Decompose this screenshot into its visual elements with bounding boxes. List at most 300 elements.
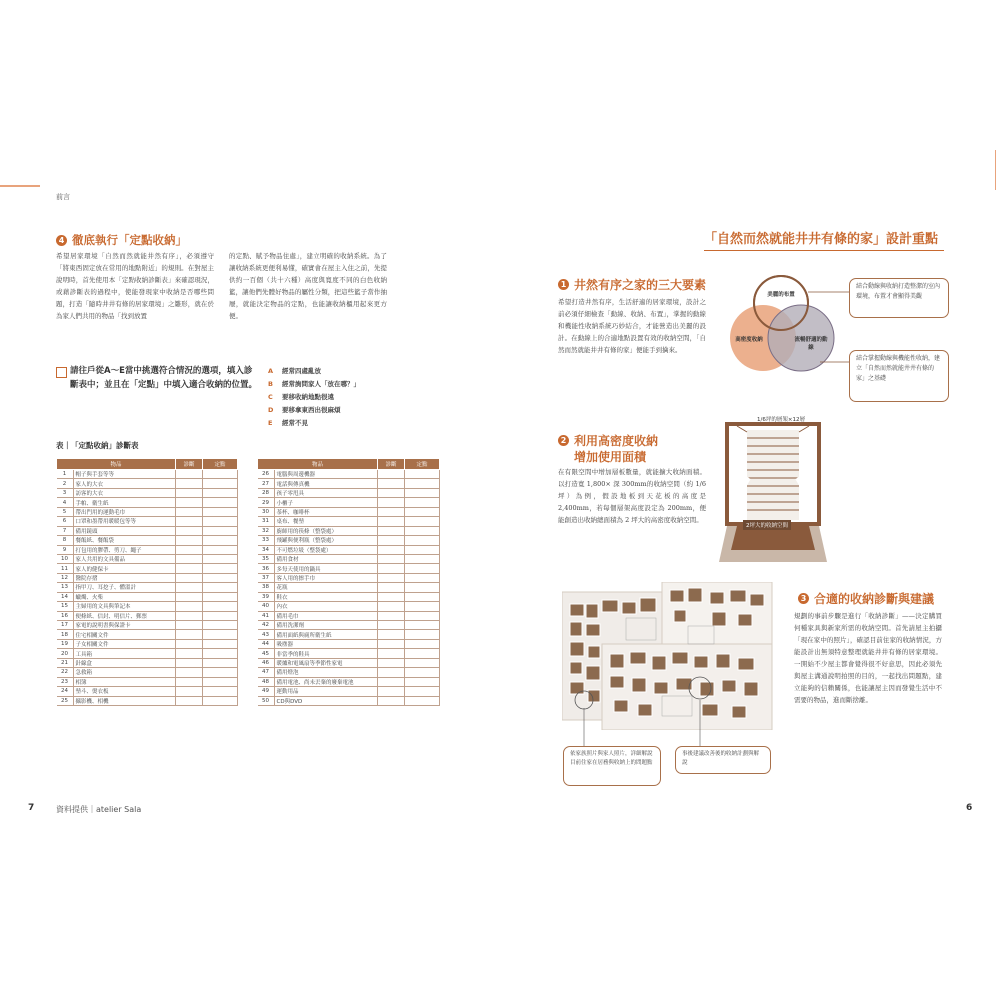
row-number: 38 [258,583,275,592]
row-number: 21 [57,658,74,667]
diagnosis-cell[interactable] [176,573,203,582]
section-2-title-1: 利用高密度收納 [574,434,659,448]
diagnosis-cell[interactable] [176,507,203,516]
diagnosis-cell[interactable] [176,545,203,554]
spot-cell[interactable] [203,621,238,630]
table-header-diag: 診斷 [176,459,203,470]
row-number: 36 [258,564,275,573]
option-d: D 要移拿東西出很麻煩 [268,405,341,414]
spot-cell[interactable] [405,630,440,639]
photo-caption-1: 依家族照片與家人照片，詳細解說目前住家在居務與收納上的問題點 [563,746,661,786]
diagnosis-cell[interactable] [378,526,405,535]
table-header-spot: 定點 [405,459,440,470]
row-number: 13 [57,583,74,592]
table-row [57,564,238,573]
row-item: 醫院存摺 [73,573,176,582]
row-number: 17 [57,621,74,630]
section-number-badge: 2 [558,435,569,446]
diagnosis-cell[interactable] [176,526,203,535]
spot-cell[interactable] [405,649,440,658]
diagnosis-cell[interactable] [378,507,405,516]
table-row [258,479,440,488]
diagnosis-cell[interactable] [176,488,203,497]
section-4-title: 徹底執行「定點收納」 [72,233,187,247]
spot-cell[interactable] [203,507,238,516]
table-row [57,470,238,479]
spot-cell[interactable] [405,564,440,573]
row-number: 1 [57,470,74,479]
row-number: 12 [57,573,74,582]
row-number: 42 [258,621,275,630]
row-item: 餐飯紙、餐飯袋 [73,536,176,545]
section-1-text: 希望打造井然有序，生活舒適的居家環境，設計之前必須仔細檢查「動線、收納、布置」，掌握的動線和機能性收納系統巧妙結合，才能營造出美麗的設計。在動線上的合適地點設置有效的收納空間，「自然而然就能井井有條的家」便能手到擒來。 [558,298,706,354]
spot-cell[interactable] [405,687,440,696]
spot-cell[interactable] [405,696,440,705]
spot-cell[interactable] [203,658,238,667]
top-accent-line [0,185,40,187]
row-item: 相簿 [73,677,176,686]
spot-cell[interactable] [203,630,238,639]
callout-connectors [800,278,852,378]
row-item: 攝影機、相機 [73,696,176,705]
table-row [258,536,440,545]
spot-cell[interactable] [405,498,440,507]
row-item: 帽子與手套等等 [73,470,176,479]
table-row [258,564,440,573]
row-item: 客人用的擦手巾 [274,573,378,582]
row-item: 家人共用的文具備品 [73,554,176,563]
row-item: 非當季的鞋具 [274,649,378,658]
row-item: 蠟燭、火柴 [73,592,176,601]
row-number: 30 [258,507,275,516]
row-item: 手帕、衛生紙 [73,498,176,507]
spot-cell[interactable] [203,677,238,686]
section-4-text-col1: 希望居家環境「自然而然就能井然有序」，必須遵守「將東西固定放在常用的地點附近」的規則。在對屋主說明時，首先使用本「定點收納診斷表」來確認現況，或藉診斷表的過程中，使能發現家中收納是否哪些問題，打造「隨時井井有條的居家環境」之雛形，就在於為家人們共用的物品「找到放置 [56,252,214,320]
callout-top: 結合動線與收納打造整潔的室內環境，布置才會顯得美觀 [849,278,949,318]
table-row [57,677,238,686]
row-item: 孩子零甩具 [274,488,378,497]
diagnosis-cell[interactable] [176,479,203,488]
row-item: 家人的大衣 [73,479,176,488]
spot-cell[interactable] [203,470,238,479]
row-item: 指甲刀、耳挖子、體溫計 [73,583,176,592]
table-row [57,488,238,497]
spot-cell[interactable] [203,611,238,620]
table-row [258,517,440,526]
diagnosis-cell[interactable] [378,658,405,667]
table-row [258,470,440,479]
spot-cell[interactable] [405,677,440,686]
row-item: 備用食材 [274,554,378,563]
diagnosis-cell[interactable] [378,602,405,611]
diagnosis-cell[interactable] [378,696,405,705]
row-number: 46 [258,658,275,667]
diagnosis-cell[interactable] [378,564,405,573]
photo-caption-2: 事後建議改善後的收納計劃與解說 [675,746,771,774]
shelf-illustration [715,422,830,564]
spot-cell[interactable] [203,498,238,507]
row-item: 電腦與周邊機器 [274,470,378,479]
row-item: 備用電池、尚未丟棄的廢棄電池 [274,677,378,686]
row-item: 工具箱 [73,649,176,658]
table-row [258,658,440,667]
spot-cell[interactable] [405,545,440,554]
diagnosis-cell[interactable] [176,611,203,620]
section-3-title: 合適的收納診斷與建議 [814,592,935,606]
row-item: CD與DVD [274,696,378,705]
row-number: 4 [57,498,74,507]
diagnosis-cell[interactable] [176,696,203,705]
row-number: 49 [258,687,275,696]
row-number: 32 [258,526,275,535]
row-item: 不可燃垃圾（整袋處） [274,545,378,554]
table-row [57,479,238,488]
option-b: B 經常詢問家人「放在哪？」 [268,379,360,388]
diagnosis-cell[interactable] [378,545,405,554]
right-page-number: 6 [966,803,973,813]
venn-label-top: 美麗的布置 [767,292,795,298]
left-footer-credit: 資料提供｜atelier Sala [56,805,142,814]
row-number: 37 [258,573,275,582]
spot-cell[interactable] [203,687,238,696]
diagnosis-cell[interactable] [176,517,203,526]
section-2-title-2: 增加使用面積 [574,450,647,464]
row-number: 9 [57,545,74,554]
table-row [57,545,238,554]
table-row [258,677,440,686]
diagnosis-cell[interactable] [378,677,405,686]
section-1-heading [558,276,706,293]
spot-cell[interactable] [203,639,238,648]
table-row [57,526,238,535]
table-row [57,573,238,582]
table-header-diag: 診斷 [378,459,405,470]
row-number: 22 [57,668,74,677]
diagnosis-cell[interactable] [378,583,405,592]
spot-cell[interactable] [405,517,440,526]
diagnosis-cell[interactable] [176,668,203,677]
spot-cell[interactable] [405,592,440,601]
section-1-title: 井然有序之家的三大要素 [574,278,707,292]
table-row [57,687,238,696]
diagnosis-cell[interactable] [378,592,405,601]
spot-cell[interactable] [405,470,440,479]
row-number: 8 [57,536,74,545]
spot-cell[interactable] [203,602,238,611]
section-2-heading [558,432,658,449]
row-item: 帶出門用的運動毛巾 [73,507,176,516]
diagnosis-cell[interactable] [176,592,203,601]
option-c: C 要移收納地點很遠 [268,392,334,401]
row-item: 家人的健保卡 [73,564,176,573]
diagnosis-cell[interactable] [176,536,203,545]
row-item: 墊斗、燙衣板 [73,687,176,696]
row-item: 便條紙、信封、明信片、郵票 [73,611,176,620]
row-item: 針線盒 [73,658,176,667]
row-number: 31 [258,517,275,526]
diagnosis-cell[interactable] [378,470,405,479]
section-number-badge: 1 [558,279,569,290]
row-item: 訪客的大衣 [73,488,176,497]
caption-connectors [580,690,730,750]
diagnosis-cell[interactable] [176,564,203,573]
diagnosis-cell[interactable] [176,621,203,630]
table-row [57,696,238,705]
spot-cell[interactable] [203,649,238,658]
row-number: 50 [258,696,275,705]
table-row [258,498,440,507]
row-item: 急救箱 [73,668,176,677]
row-item: 備用毛巾 [274,611,378,620]
diagnosis-cell[interactable] [378,687,405,696]
row-item: 備用燈泡 [274,668,378,677]
row-number: 44 [258,639,275,648]
row-item: 暖爐和電風扇等季節性家電 [274,658,378,667]
row-number: 18 [57,630,74,639]
row-number: 20 [57,649,74,658]
section-4-heading [56,232,187,248]
row-number: 48 [258,677,275,686]
row-number: 25 [57,696,74,705]
diagnosis-cell[interactable] [378,498,405,507]
row-item: 鞋衣 [274,592,378,601]
table-row [258,545,440,554]
table-row [258,526,440,535]
row-number: 19 [57,639,74,648]
spot-cell[interactable] [405,611,440,620]
spot-cell[interactable] [203,479,238,488]
venn-label-left: 高密度收納 [735,337,763,343]
row-number: 16 [57,611,74,620]
table-row [57,649,238,658]
spot-cell[interactable] [203,592,238,601]
table-row [57,536,238,545]
diagnosis-cell[interactable] [378,536,405,545]
row-number: 29 [258,498,275,507]
row-item: 小櫃子 [274,498,378,507]
row-number: 27 [258,479,275,488]
row-item: 多每天使用的鍋具 [274,564,378,573]
table-row [57,621,238,630]
spot-cell[interactable] [405,554,440,563]
spot-cell[interactable] [405,602,440,611]
spot-cell[interactable] [203,668,238,677]
diagnosis-cell[interactable] [378,668,405,677]
row-number: 23 [57,677,74,686]
table-row [258,602,440,611]
running-header: 前言 [56,193,70,201]
diagnosis-cell[interactable] [378,517,405,526]
spot-cell[interactable] [405,573,440,582]
table-row [57,517,238,526]
spot-cell[interactable] [405,479,440,488]
spot-cell[interactable] [405,583,440,592]
spot-cell[interactable] [203,564,238,573]
row-item: 備用面紙與廁所衛生紙 [274,630,378,639]
row-number: 39 [258,592,275,601]
diagnosis-cell[interactable] [176,658,203,667]
table-row [57,602,238,611]
table-row [57,639,238,648]
table-row [57,507,238,516]
row-number: 14 [57,592,74,601]
row-item: 飛罐與便利瓶（整袋處） [274,536,378,545]
diagnosis-cell[interactable] [378,488,405,497]
table-row [258,639,440,648]
row-item: 備用鏡頭 [73,526,176,535]
diagnosis-table-right [257,458,440,706]
table-row [57,658,238,667]
table-row [258,573,440,582]
row-item: 吸塵器 [274,639,378,648]
spot-cell[interactable] [405,526,440,535]
row-number: 7 [57,526,74,535]
spot-cell[interactable] [405,668,440,677]
diagnosis-cell[interactable] [378,479,405,488]
table-row [258,592,440,601]
row-item: 口罩和墨帶用暖暖包等等 [73,517,176,526]
row-item: 茶杯、咖啡杯 [274,507,378,516]
row-number: 6 [57,517,74,526]
row-item: 家電的說明書與保證卡 [73,621,176,630]
row-number: 45 [258,649,275,658]
diagnosis-cell[interactable] [176,602,203,611]
row-number: 5 [57,507,74,516]
section-3-text: 規劃的事前步驟是進行「收納診斷」——決定購買何種家具與新家所需的收納空間。首先請屋主拍攝「現在家中的照片」，確認目前住家的收納情況，方能設計出無須特意整理就能井井有條的居家環境。一開始不少屋主都會覺得很不好意思，因此必須先與屋主溝通說明拍照的目的，一起找出問題點，建立能夠的信賴關係，也能讓屋主因而發覺生活中不需要的物品，進而斷捨離。 [794,612,942,704]
diagnosis-cell[interactable] [176,583,203,592]
row-number: 43 [258,630,275,639]
row-number: 3 [57,488,74,497]
row-item: 子女相關文件 [73,639,176,648]
row-item: 桌布、餐墊 [274,517,378,526]
row-number: 24 [57,687,74,696]
table-row [258,583,440,592]
diagnosis-cell[interactable] [176,687,203,696]
spot-cell[interactable] [203,517,238,526]
spot-cell[interactable] [203,526,238,535]
table-header-spot: 定點 [203,459,238,470]
row-number: 47 [258,668,275,677]
section-3-heading [798,590,934,607]
table-row [258,611,440,620]
table-row [258,696,440,705]
spot-cell[interactable] [203,545,238,554]
diagnosis-cell[interactable] [176,649,203,658]
spot-cell[interactable] [405,621,440,630]
diagnosis-cell[interactable] [378,630,405,639]
diagnosis-cell[interactable] [176,677,203,686]
diagnosis-cell[interactable] [378,611,405,620]
row-item: 運動用品 [274,687,378,696]
row-item: 內衣 [274,602,378,611]
shelf-label-top: 1/6坪的層架×12層 [757,417,805,423]
options-list [268,364,408,429]
diagnosis-cell[interactable] [176,554,203,563]
spot-cell[interactable] [405,488,440,497]
row-number: 28 [258,488,275,497]
diagnosis-cell[interactable] [176,498,203,507]
option-e: E 經常不見 [268,418,308,427]
section-2-text: 在有限空間中增加層板數量，就能擴大收納面積。以打造寬 1,800× 深 300mm的收納空間（約 1/6 坪）為例，假設地板到天花板的高度是 2,400mm，若每個層架高度設定為 200mm，便能創造出收納總面積為 2 坪大的高密度收納空間。 [558,468,706,524]
row-number: 11 [57,564,74,573]
section-number-badge: 3 [798,593,809,604]
spot-cell[interactable] [405,639,440,648]
instruction-checkbox[interactable] [56,367,67,378]
section-4-text-col2: 的定點、賦予物品住處」，建立明確的收納系統。為了讓收納系統更便利易懂，確實會在屋主入住之前，先提供約一百個（共十六種）高度與寬度不同的白色收納籃，讓他們先體好物品的屬性分類，把這些籃子當作抽屜，就能決定物品的定點，也能讓收納櫃用起來更方便。 [229,252,387,320]
row-number: 15 [57,602,74,611]
table-row [57,498,238,507]
diagnosis-cell[interactable] [176,470,203,479]
table-row [258,621,440,630]
spot-cell[interactable] [405,507,440,516]
row-number: 26 [258,470,275,479]
table-row [258,687,440,696]
diagnosis-cell[interactable] [378,639,405,648]
left-page-number: 7 [28,803,35,813]
table-row [57,554,238,563]
row-item: 主婦用的文具與筆記本 [73,602,176,611]
instruction-text: 請往戶從A～E當中挑選符合情況的選項，填入診斷表中；並且在「定點」中填入適合收納的位置。 [70,366,258,390]
table-row [258,630,440,639]
row-item: 廚師用的筷條（整袋處） [274,526,378,535]
spot-cell[interactable] [203,696,238,705]
table-row [57,668,238,677]
option-a: A 經常四處亂放 [268,366,321,375]
right-page-title: 「自然而然就能井井有條的家」設計重點 [704,232,939,247]
section-number-badge: 4 [56,235,67,246]
title-underline [704,250,944,251]
diagnosis-cell[interactable] [176,639,203,648]
right-edge-rule [995,150,1000,190]
row-number: 2 [57,479,74,488]
row-item: 備用洗潔劑 [274,621,378,630]
table-title: 表｜「定點收納」診斷表 [56,441,139,450]
table-row [57,611,238,620]
diagnosis-cell[interactable] [378,621,405,630]
diagnosis-table-left [56,458,238,706]
row-item: 打包用的膠帶、剪刀、繩子 [73,545,176,554]
diagnosis-cell[interactable] [378,573,405,582]
spot-cell[interactable] [405,658,440,667]
spot-cell[interactable] [203,554,238,563]
row-number: 41 [258,611,275,620]
row-number: 40 [258,602,275,611]
shelf-label-bottom: 2坪大的收納空間 [743,520,791,530]
table-row [258,488,440,497]
table-header-item: 物品 [57,459,176,470]
diagnosis-cell[interactable] [378,649,405,658]
row-item: 電話與傳真機 [274,479,378,488]
diagnosis-cell[interactable] [176,630,203,639]
table-row [258,649,440,658]
spot-cell[interactable] [203,536,238,545]
table-row [57,583,238,592]
venn-label-right: 流暢舒適的動線 [794,337,828,351]
row-number: 34 [258,545,275,554]
table-row [258,554,440,563]
spot-cell[interactable] [203,583,238,592]
table-row [57,592,238,601]
diagnosis-cell[interactable] [378,554,405,563]
row-item: 住宅相關文件 [73,630,176,639]
table-header-item: 物品 [258,459,378,470]
table-row [57,630,238,639]
table-row [258,507,440,516]
row-item: 花瓶 [274,583,378,592]
spot-cell[interactable] [203,488,238,497]
spot-cell[interactable] [203,573,238,582]
spot-cell[interactable] [405,536,440,545]
